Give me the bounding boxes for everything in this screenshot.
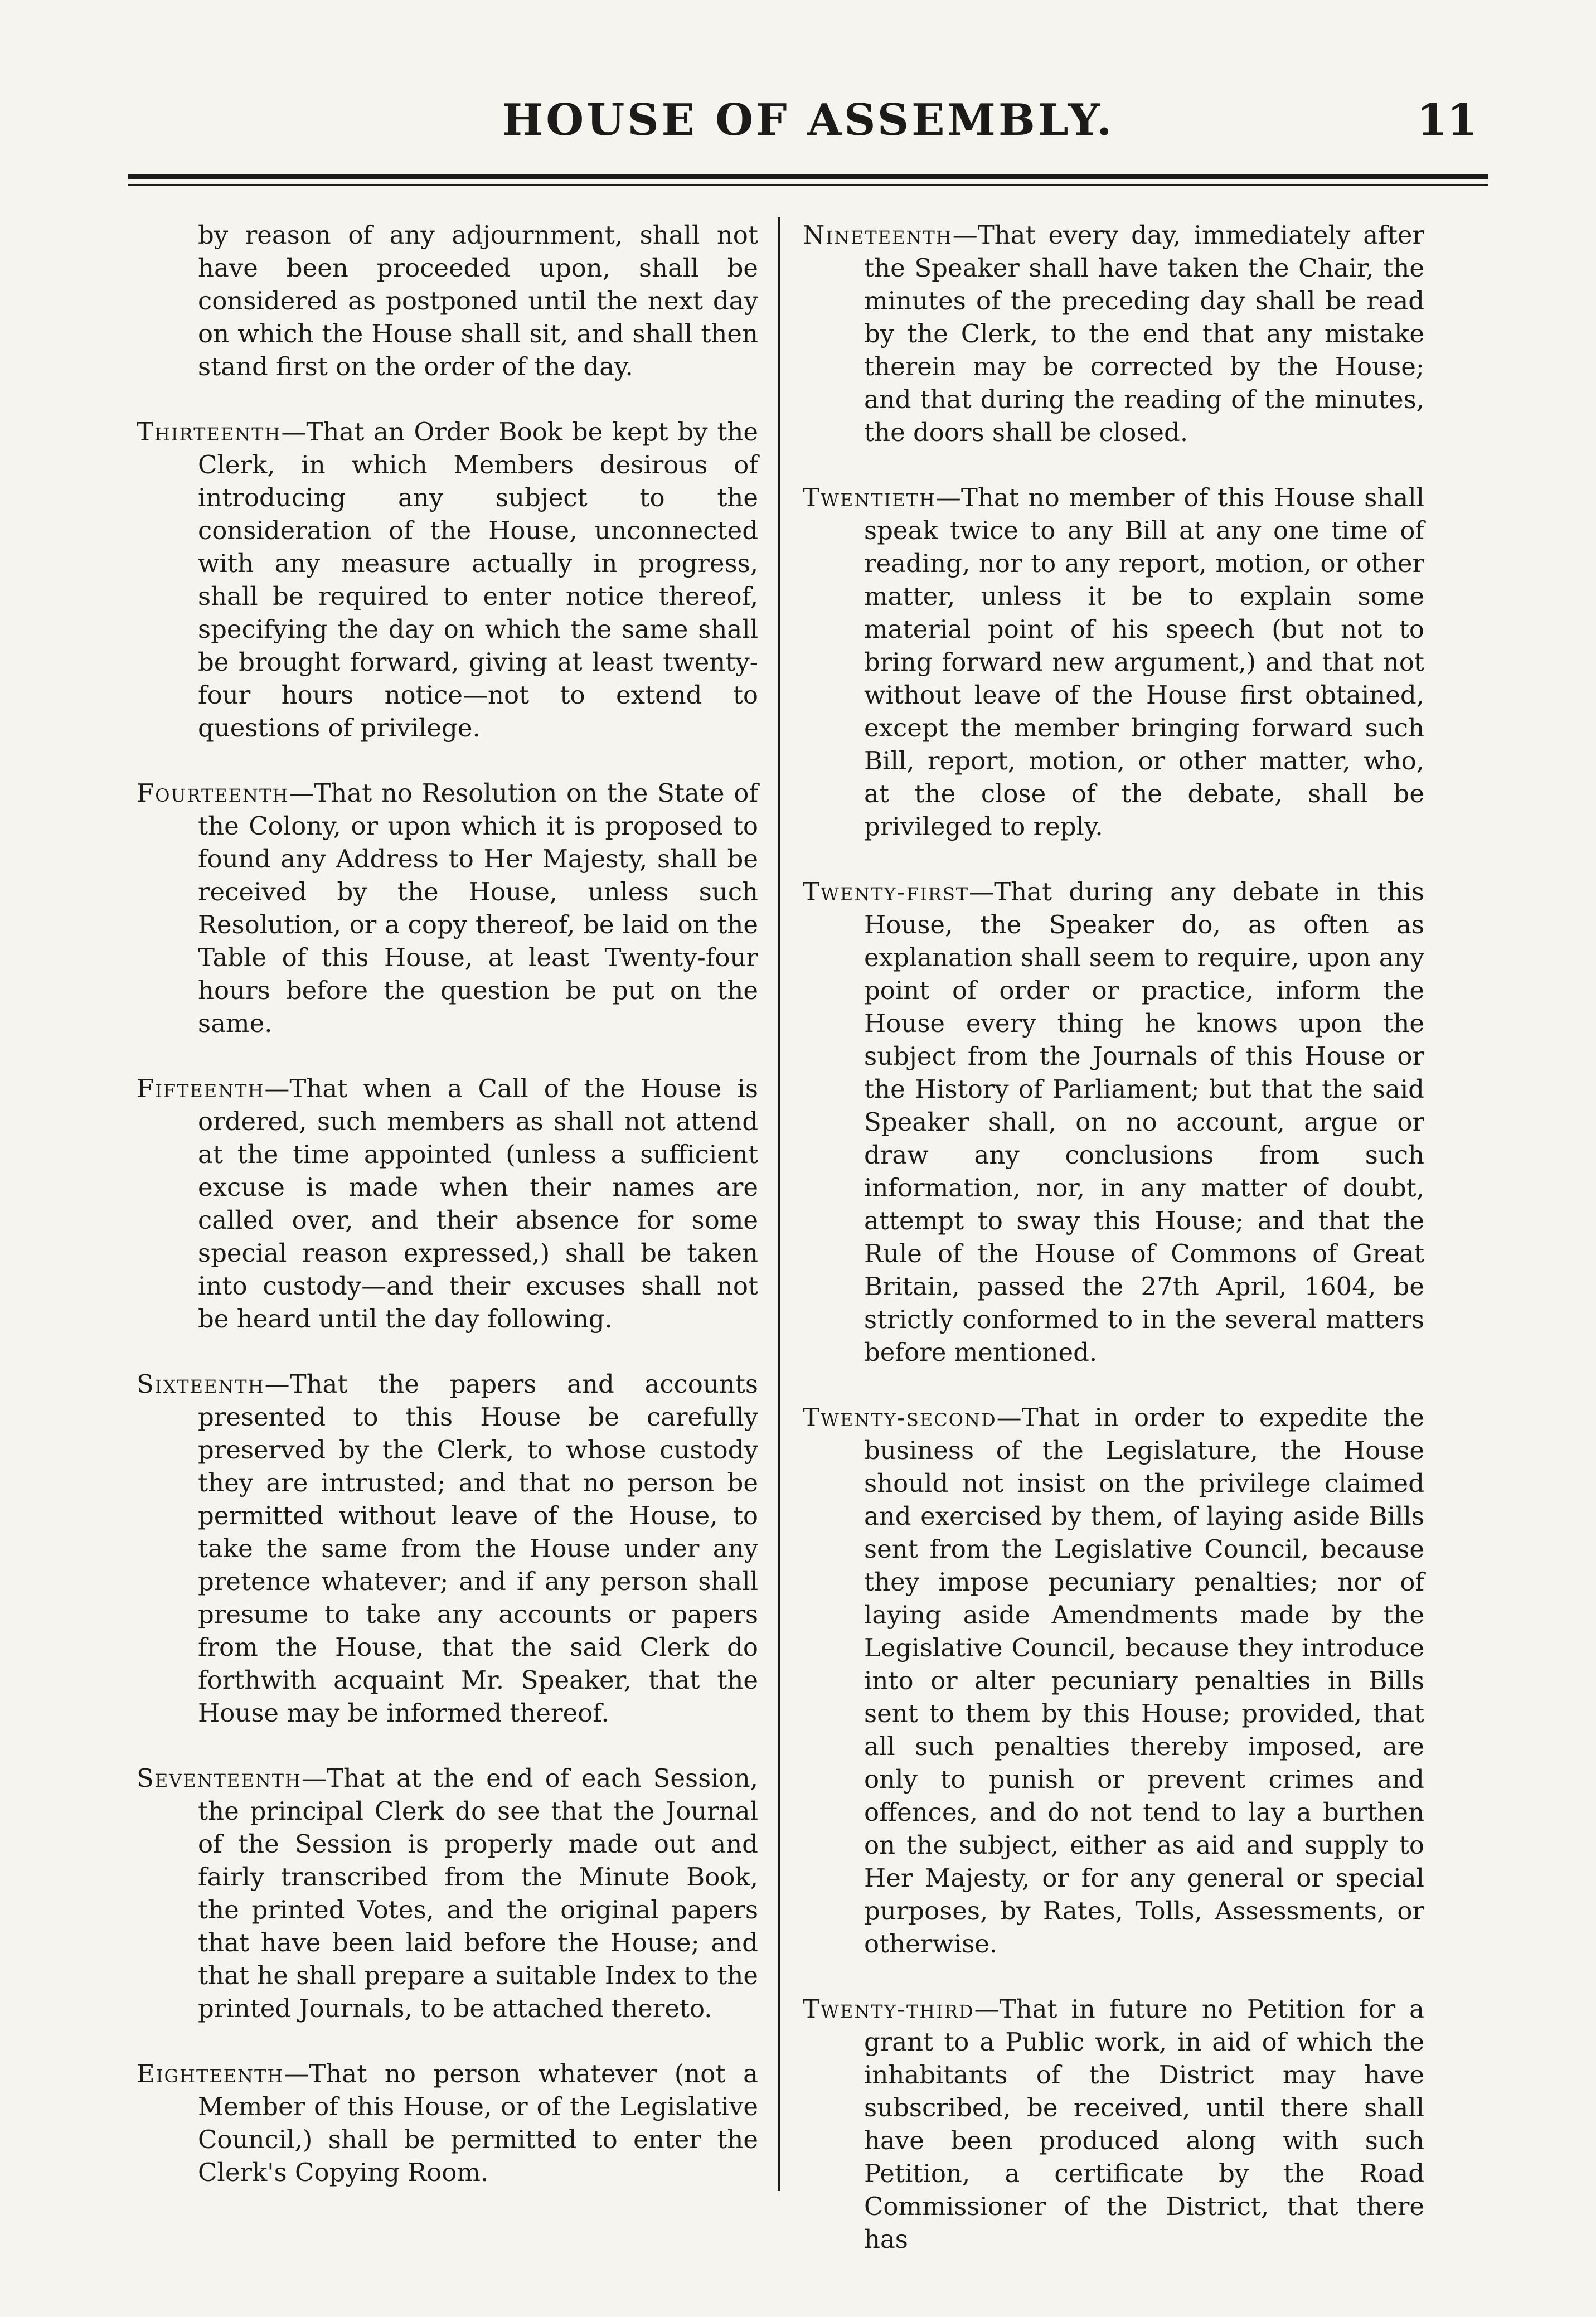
running-title: HOUSE OF ASSEMBLY. [502, 95, 1115, 146]
page-number: 11 [1416, 95, 1477, 146]
rule-paragraph [137, 2057, 758, 2189]
rule-paragraph [137, 1072, 758, 1335]
rule-heading: Fourteenth [137, 778, 289, 808]
left-column [137, 219, 758, 2221]
rule-text: by reason of any adjournment, shall not have been proceeded upon, shall be considered as postponed until the next day on which the House shall sit, and shall then stand first on the order of the day. [198, 220, 758, 381]
rule-paragraph [137, 415, 758, 744]
header-rule-thick [128, 174, 1488, 179]
rule-heading: Fifteenth [137, 1074, 265, 1103]
rule-heading: Thirteenth [137, 417, 282, 447]
rule-text: —That during any debate in this House, the Speaker do, as often as explanation shall seem to require, upon any point of order or practice, inform the House every thing he knows upon the subject from the Journals of this House or the History of Parliament; but that the said Speaker shall, on no account, argue or draw any conclusions from such information, nor, in any matter of doubt, attempt to sway this House; and that the Rule of the House of Commons of Great Britain, passed the 27th April, 1604, be strictly conformed to in the several matters before mentioned. [864, 877, 1424, 1367]
rule-heading: Twenty-third [803, 1994, 974, 2024]
rule-text: —That when a Call of the House is ordered, such members as shall not attend at the time appointed (unless a sufficient excuse is made when their names are called over, and their absence for some special reason expressed,) shall be taken into custody—and their excuses shall not be heard until the day following. [198, 1074, 758, 1334]
rule-text: —That no Resolution on the State of the Colony, or upon which it is proposed to found any Address to Her Majesty, shall be received by the House, unless such Resolution, or a copy thereof, be laid on the Table of this House, at least Twenty-four hours before the question be put on the same. [198, 778, 758, 1038]
rule-paragraph [803, 1993, 1424, 2256]
rule-paragraph [803, 481, 1424, 843]
rule-paragraph [803, 875, 1424, 1369]
rule-heading: Twentieth [803, 483, 936, 512]
rule-text: —That in future no Petition for a grant to a Public work, in aid of which the inhabitants of the District may have subscribed, be received, until there shall have been produced along with such Petition, a certificate by the Road Commissioner of the District, that there has [864, 1994, 1424, 2254]
rule-paragraph [803, 1401, 1424, 1960]
page-header [134, 95, 1483, 162]
right-column [803, 219, 1424, 2288]
rule-text: —That an Order Book be kept by the Clerk, in which Members desirous of introducing any subject to the consideration of the House, unconnected with any measure actually in progress, shall be required to enter notice thereof, specifying the day on which the same shall be brought forward, giving at least twenty-four hours notice—not to extend to questions of privilege. [198, 417, 758, 743]
rule-heading: Nineteenth [803, 220, 953, 250]
rule-heading: Seventeenth [137, 1763, 302, 1793]
rule-paragraph [137, 219, 758, 383]
rule-text: —That every day, immediately after the Speaker shall have taken the Chair, the minutes of the preceding day shall be read by the Clerk, to the end that any mistake therein may be corrected by the House; and that during the reading of the minutes, the doors shall be closed. [864, 220, 1424, 447]
column-divider [778, 217, 780, 2191]
rule-text: —That no person whatever (not a Member of this House, or of the Legislative Council,) shall be permitted to enter the Clerk's Copying Room. [198, 2059, 758, 2187]
rule-heading: Eighteenth [137, 2059, 284, 2088]
rule-text: —That no member of this House shall speak twice to any Bill at any one time of reading, nor to any report, motion, or other matter, unless it be to explain some material point of his speech (but not to bring forward new argument,) and that not without leave of the House first obtained, except the member bringing forward such Bill, report, motion, or other matter, who, at the close of the debate, shall be privileged to reply. [864, 483, 1424, 841]
rule-text: —That at the end of each Session, the principal Clerk do see that the Journal of the Session is properly made out and fairly transcribed from the Minute Book, the printed Votes, and the original papers that have been laid before the House; and that he shall prepare a suitable Index to the printed Journals, to be attached thereto. [198, 1763, 758, 2023]
rule-paragraph [137, 1762, 758, 2025]
header-rule-thin [128, 184, 1488, 186]
rule-paragraph [137, 777, 758, 1040]
rule-text: —That the papers and accounts presented to this House be carefully preserved by the Clerk, to whose custody they are intrusted; and that no person be permitted without leave of the House, to take the same from the House under any pretence whatever; and if any person shall presume to take any accounts or papers from the House, that the said Clerk do forthwith acquaint Mr. Speaker, that the House may be informed thereof. [198, 1369, 758, 1728]
rule-heading: Twenty-second [803, 1403, 997, 1432]
rule-paragraph [137, 1368, 758, 1729]
rule-heading: Sixteenth [137, 1369, 265, 1399]
rule-paragraph [803, 219, 1424, 449]
rule-heading: Twenty-first [803, 877, 969, 907]
rule-text: —That in order to expedite the business of the Legislature, the House should not insist on the privilege claimed and exercised by them, of laying aside Bills sent from the Legislative Council, because they impose pecuniary penalties; nor of laying aside Amendments made by the Legislative Council, because they introduce into or alter pecuniary penalties in Bills sent to them by this House; provided, that all such penalties thereby imposed, are only to punish or prevent crimes and offences, and do not tend to lay a burthen on the subject, either as aid and supply to Her Majesty, or for any general or special purposes, by Rates, Tolls, Assessments, or otherwise. [864, 1403, 1424, 1959]
